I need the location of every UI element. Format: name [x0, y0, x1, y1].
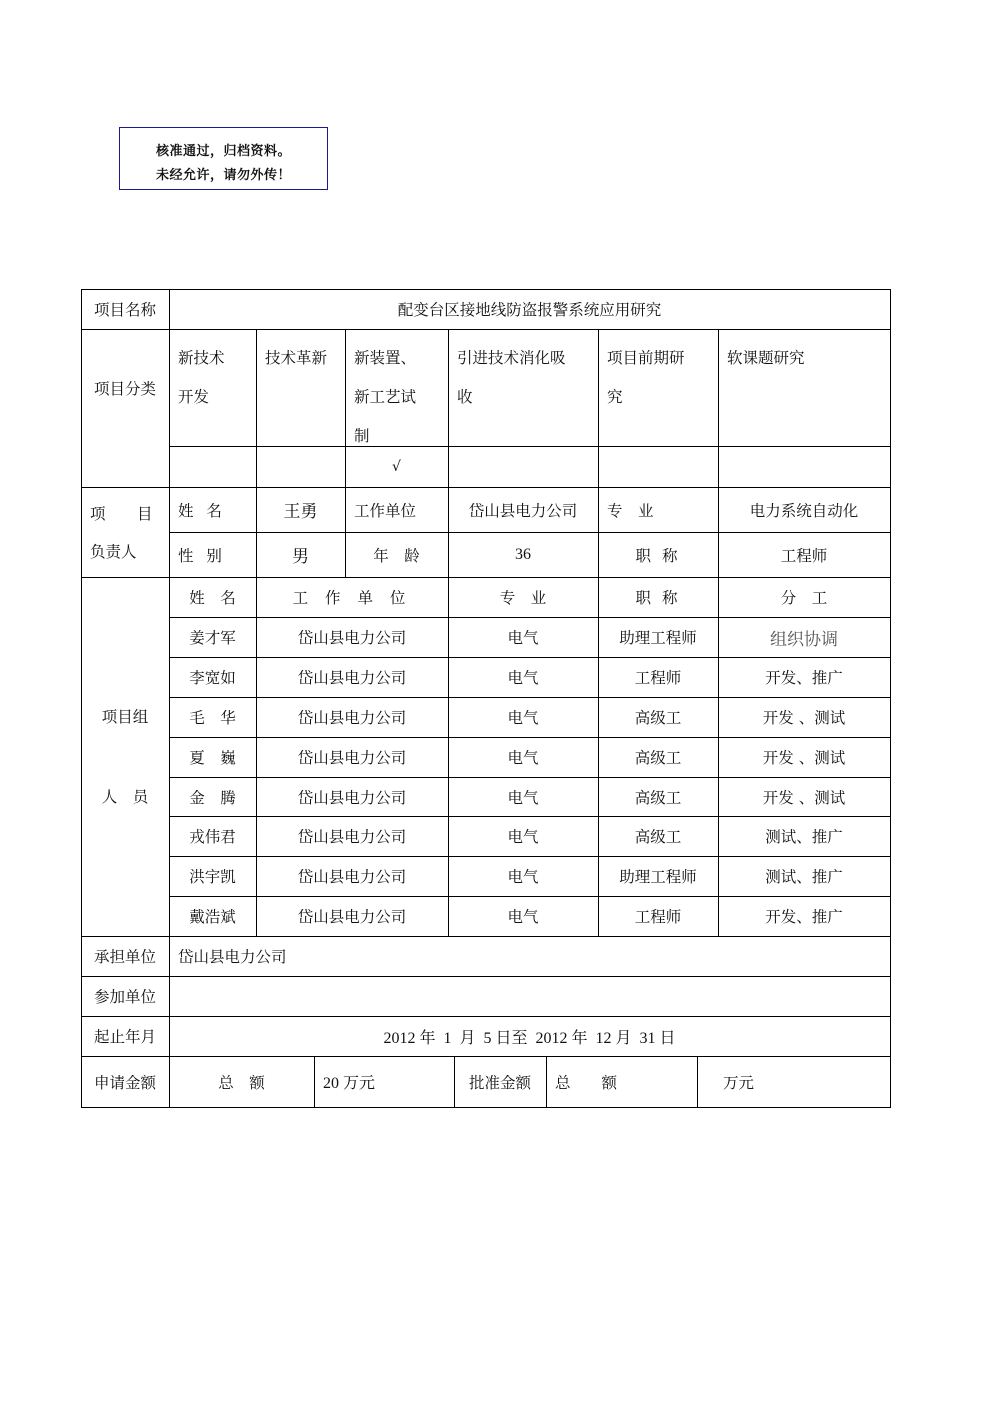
check-new-device[interactable] [345, 447, 448, 487]
team-header-unit: 工 作 单 位 [292, 589, 412, 607]
participating-unit-label: 参加单位 [93, 988, 156, 1006]
check-new-tech[interactable] [169, 447, 256, 487]
member-unit: 岱山县电力公司 [297, 629, 407, 647]
period-label: 起止年月 [93, 1028, 156, 1046]
approved-total-label: 总 额 [555, 1073, 618, 1092]
member-name: 洪宇凯 [189, 868, 236, 886]
classification-option-new-tech: 新技术 开发 [178, 349, 225, 406]
member-name: 戎伟君 [189, 828, 236, 846]
classification-option-tech-import: 引进技术消化吸 收 [457, 349, 566, 406]
team-header-role: 分 工 [780, 589, 828, 607]
member-name: 夏 巍 [189, 749, 236, 767]
leader-gender-label: 性 别 [178, 546, 226, 565]
checkmark-icon: √ [392, 459, 401, 475]
member-role: 开发、推广 [765, 669, 843, 687]
leader-gender: 男 [292, 547, 309, 567]
project-name-label: 项目名称 [93, 301, 156, 319]
member-unit: 岱山县电力公司 [297, 908, 407, 926]
classification-option-new-device: 新装置、 新工艺试 制 [354, 349, 417, 445]
member-role: 测试、推广 [765, 828, 843, 846]
check-tech-innovation[interactable] [256, 447, 345, 487]
member-title: 高级工 [634, 788, 682, 807]
leader-unit: 岱山县电力公司 [468, 501, 578, 520]
member-name: 毛 华 [189, 709, 236, 727]
classification-label: 项目分类 [93, 380, 156, 398]
leader-name: 王勇 [283, 502, 318, 522]
team-label: 项目组 人 员 [101, 707, 149, 806]
member-name: 姜才军 [189, 629, 236, 647]
member-name: 戴浩斌 [189, 908, 236, 926]
member-title: 助理工程师 [619, 629, 697, 647]
member-major: 电气 [507, 788, 539, 807]
member-title: 助理工程师 [619, 868, 697, 886]
classification-option-tech-innovation: 技术革新 [265, 349, 328, 367]
member-title: 高级工 [634, 828, 682, 846]
leader-age: 36 [515, 545, 531, 563]
member-unit: 岱山县电力公司 [297, 669, 407, 687]
leader-age-label: 年 龄 [373, 546, 420, 565]
member-role: 开发 、测试 [762, 709, 846, 727]
member-unit: 岱山县电力公司 [297, 828, 407, 846]
member-role: 开发、推广 [765, 908, 843, 926]
team-header-major: 专 业 [499, 589, 547, 607]
funding-total-label: 总 额 [218, 1073, 265, 1092]
period-value: 2012 年 1 月 5 日至 2012 年 12 月 31 日 [383, 1029, 676, 1047]
member-title: 工程师 [634, 669, 682, 687]
stamp-line-1: 核准通过，归档资料。 [155, 144, 291, 159]
member-role: 测试、推广 [765, 868, 843, 886]
check-soft-research[interactable] [718, 447, 890, 487]
member-major: 电气 [507, 749, 539, 767]
approved-amount-value[interactable]: 万元 [723, 1073, 755, 1092]
check-tech-import[interactable] [448, 447, 598, 487]
member-major: 电气 [507, 868, 539, 886]
participating-unit-value [169, 976, 890, 1016]
member-unit: 岱山县电力公司 [297, 868, 407, 886]
member-name: 金 腾 [189, 788, 236, 807]
member-unit: 岱山县电力公司 [297, 788, 407, 807]
leader-major: 电力系统自动化 [749, 501, 859, 520]
classification-option-preliminary: 项目前期研 究 [607, 349, 685, 406]
undertaking-unit-label: 承担单位 [93, 948, 156, 966]
approved-amount-label: 批准金额 [468, 1073, 531, 1092]
funding-label: 申请金额 [93, 1073, 156, 1092]
member-major: 电气 [507, 629, 539, 647]
team-header-title: 职 称 [635, 589, 681, 607]
member-title: 工程师 [634, 908, 682, 926]
leader-label: 项 目 负责人 [90, 505, 161, 561]
undertaking-unit-value: 岱山县电力公司 [178, 948, 287, 966]
stamp-line-2: 未经允许，请勿外传！ [155, 168, 291, 183]
member-unit: 岱山县电力公司 [297, 709, 407, 727]
check-preliminary[interactable] [598, 447, 718, 487]
member-role: 开发 、测试 [762, 749, 846, 767]
team-header-name: 姓 名 [189, 589, 236, 607]
member-role: 组织协调 [770, 629, 838, 650]
leader-title-label: 职 称 [635, 546, 681, 565]
leader-title: 工程师 [780, 546, 828, 565]
project-name-value: 配变台区接地线防盗报警系统应用研究 [397, 301, 662, 319]
funding-total-value: 20 万元 [323, 1075, 376, 1092]
member-major: 电气 [507, 828, 539, 846]
member-major: 电气 [507, 669, 539, 687]
member-title: 高级工 [634, 709, 682, 727]
member-name: 李宽如 [189, 669, 236, 687]
member-title: 高级工 [634, 749, 682, 767]
leader-name-label: 姓 名 [178, 501, 226, 520]
classification-option-soft-research: 软课题研究 [727, 349, 805, 367]
member-unit: 岱山县电力公司 [297, 749, 407, 767]
leader-major-label: 专 业 [607, 501, 654, 520]
member-major: 电气 [507, 709, 539, 727]
member-major: 电气 [507, 908, 539, 926]
member-role: 开发 、测试 [762, 788, 846, 807]
leader-unit-label: 工作单位 [354, 501, 417, 520]
